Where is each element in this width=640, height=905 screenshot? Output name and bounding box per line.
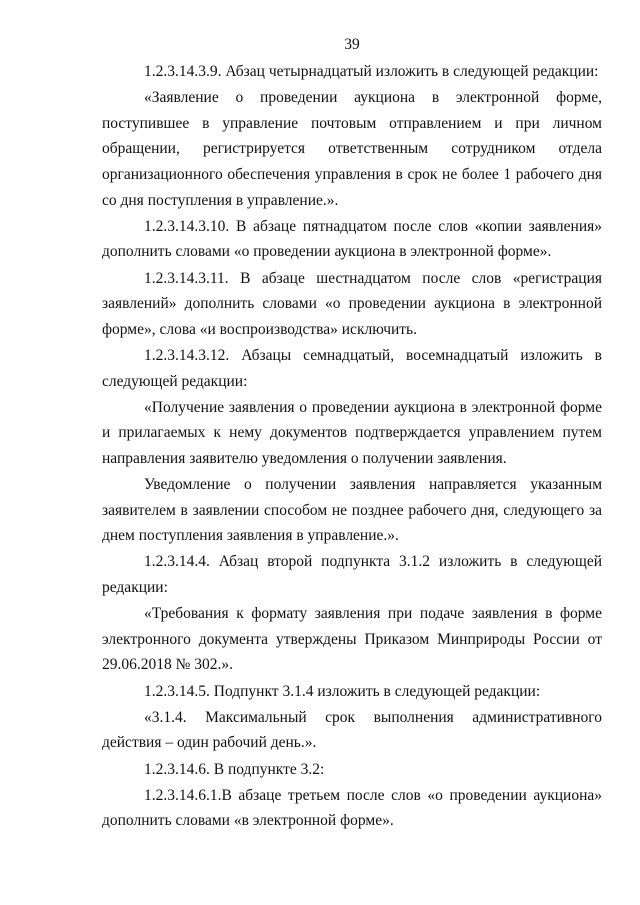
paragraph-2: «Заявление о проведении аукциона в электронной форме, поступившее в управление почтовым отправлением и при личном обращении, регистрируется ответственным сотрудником отдела организационного обеспечения управления в срок не более 1 рабочего дня со дня поступления в управление.». — [102, 89, 602, 209]
paragraph-12: 1.2.3.14.6. В подпункте 3.2: — [144, 760, 325, 778]
paragraph-6: «Получение заявления о проведении аукциона в электронной форме и прилагаемых к нему документов подтверждается управлением путем направления заявителю уведомления о получении заявления. — [102, 398, 602, 467]
document-page — [102, 34, 602, 835]
paragraph-1: 1.2.3.14.3.9. Абзац четырнадцатый изложить в следующей редакции: — [144, 63, 599, 80]
paragraph-5: 1.2.3.14.3.12. Абзацы семнадцатый, восемнадцатый изложить в следующей редакции: — [102, 346, 602, 390]
paragraph-13: 1.2.3.14.6.1.В абзаце третьем после слов «о проведении аукциона» дополнить словами «в электронной форме». — [102, 786, 602, 830]
paragraph-9: «Требования к формату заявления при подаче заявления в форме электронного документа утверждены Приказом Минприроды России от 29.06.2018 № 302.». — [102, 605, 602, 674]
paragraph-8: 1.2.3.14.4. Абзац второй подпункта 3.1.2 изложить в следующей редакции: — [102, 553, 602, 597]
paragraph-4: 1.2.3.14.3.11. В абзаце шестнадцатом после слов «регистрация заявлений» дополнить словами «о проведении аукциона в электронной форме», слова «и воспроизводства» исключить. — [102, 269, 602, 338]
paragraph-3: 1.2.3.14.3.10. В абзаце пятнадцатом после слов «копии заявления» дополнить словами «о проведении аукциона в электронной форме». — [102, 217, 602, 261]
paragraph-7: Уведомление о получении заявления направляется указанным заявителем в заявлении способом не позднее рабочего дня, следующего за днем поступления заявления в управление.». — [102, 476, 602, 545]
paragraph-10: 1.2.3.14.5. Подпункт 3.1.4 изложить в следующей редакции: — [144, 682, 541, 700]
paragraph-11: «3.1.4. Максимальный срок выполнения административного действия – один рабочий день.». — [102, 708, 602, 752]
page-number: 39 — [344, 36, 360, 53]
